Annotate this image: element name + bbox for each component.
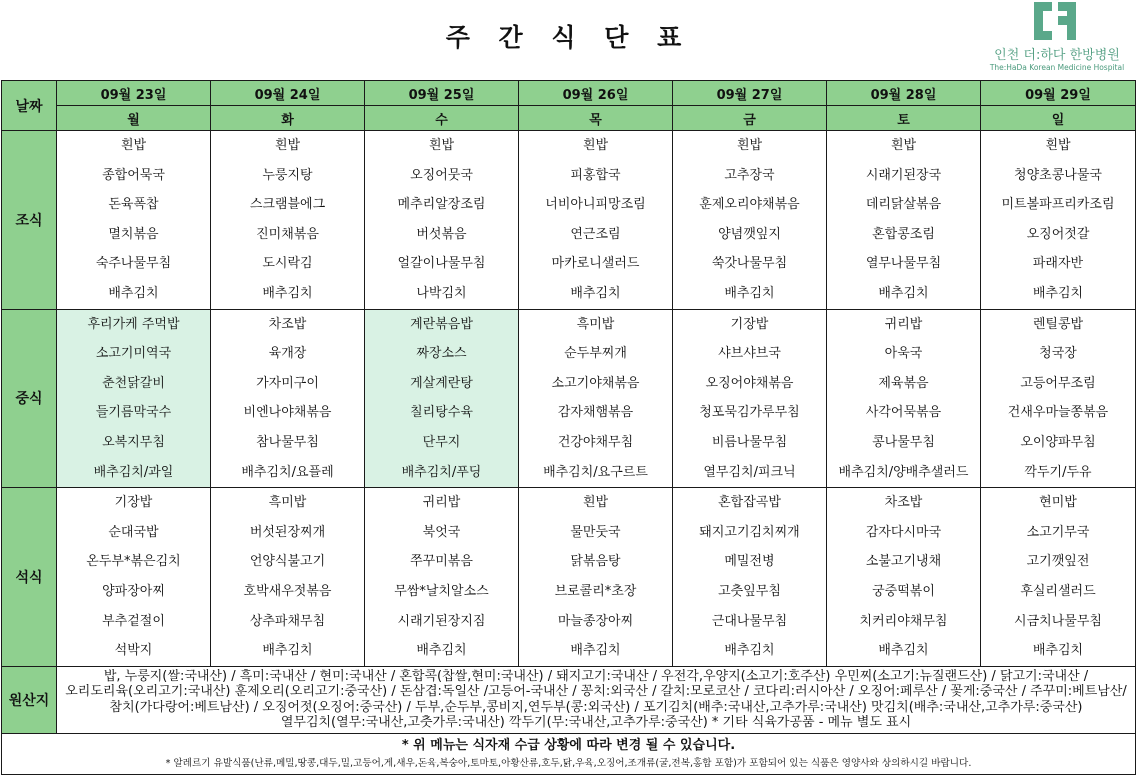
date-header: 09월 24일 — [211, 81, 365, 106]
dish-item: 흰밥 — [736, 138, 763, 153]
dish-item: 온두부*볶은김치 — [86, 554, 181, 570]
dish-item: 후리가케 주먹밥 — [87, 316, 180, 332]
dish-item: 고기깻잎전 — [1026, 554, 1090, 570]
dinner-dish-list — [365, 488, 518, 666]
lunch-cell — [827, 309, 981, 488]
dish-item: 오징어젓갈 — [1026, 226, 1090, 242]
lunch-cell — [519, 309, 673, 488]
dish-item: 미트볼파프리카조림 — [1001, 197, 1115, 213]
date-header: 09월 25일 — [365, 81, 519, 106]
weekday-header: 목 — [519, 106, 673, 131]
dish-item: 배추김치 — [108, 285, 159, 301]
dinner-dish-list — [981, 488, 1135, 666]
dish-item: 고등어무조림 — [1020, 375, 1096, 391]
dinner-dish-list — [57, 488, 210, 666]
weekday-header: 일 — [981, 106, 1136, 131]
dish-item: 흰밥 — [1045, 138, 1071, 153]
dish-item: 시금치나물무침 — [1014, 613, 1102, 629]
dish-item: 멸치볶음 — [108, 226, 159, 242]
weekday-header: 금 — [673, 106, 827, 131]
lunch-label: 중식 — [2, 309, 57, 488]
dish-item: 소고기야채볶음 — [551, 375, 640, 391]
dish-item: 차조밥 — [884, 495, 923, 511]
dish-item: 상추파채무침 — [249, 613, 326, 629]
dish-item: 양파장아찌 — [102, 583, 165, 599]
date-header: 09월 27일 — [673, 81, 827, 106]
dish-item: 짜장소스 — [416, 346, 467, 362]
dish-item: 연근조림 — [570, 226, 621, 242]
dish-item: 흑미밥 — [268, 495, 307, 511]
dish-item: 흰밥 — [582, 495, 609, 511]
dinner-dish-list — [827, 488, 980, 666]
weekly-menu-table — [1, 80, 1136, 775]
dish-item: 후실리샐러드 — [1020, 583, 1096, 599]
breakfast-dish-list — [519, 131, 672, 309]
breakfast-label: 조식 — [2, 131, 57, 310]
dish-item: 배추김치 — [416, 643, 467, 659]
origin-line: 참치(가다랑어:베트남산) / 오징어젓(오징어:중국산) / 두부,순두부,콩비지,연두부(콩:외국산) / 포기김치(배추:국내산,고추가루:국내산) 맛김치(배추:국내산,고추가루:중국산) — [109, 699, 1083, 715]
dish-item: 훈제오리야채볶음 — [699, 197, 800, 213]
dish-item: 건새우마늘쫑볶음 — [1007, 405, 1109, 421]
dish-item: 메밀전병 — [724, 554, 775, 570]
dish-item: 기장밥 — [730, 316, 769, 332]
breakfast-cell — [673, 131, 827, 310]
origin-line: 밥, 누룽지(쌀:국내산) / 흑미:국내산 / 현미:국내산 / 혼합콕(찹쌀,현미:국내산) / 돼지고기:국내산 / 우전각,우양지(소고기:호주산) 우민찌(소고기:뉴질랜드산) / 닭고기:국내산 / — [103, 668, 1089, 684]
dish-item: 게살계란탕 — [410, 375, 473, 391]
lunch-dish-list — [211, 310, 364, 488]
dish-item: 비름나물무침 — [711, 434, 788, 450]
dish-item: 열무나물무침 — [865, 256, 942, 272]
dish-item: 돈육폭찹 — [108, 197, 159, 213]
dish-item: 순대국밥 — [108, 524, 159, 540]
dish-item: 브로콜리*초장 — [554, 583, 637, 599]
lunch-dish-list — [673, 310, 826, 488]
dish-item: 기장밥 — [114, 495, 153, 511]
hospital-logo-mark-icon — [1034, 2, 1076, 40]
dish-item: 흑미밥 — [576, 316, 615, 332]
dish-item: 깍두기/두유 — [1024, 464, 1092, 480]
dish-item: 감자채햄볶음 — [557, 405, 634, 421]
dish-item: 차조밥 — [268, 316, 307, 332]
dinner-cell — [519, 488, 673, 667]
origin-line: 열무김치(열무:국내산,고춧가루:국내산) 깍두기(무:국내산,고추가루:중국산) * 기타 식육가공품 - 메뉴 별도 표시 — [280, 715, 912, 731]
breakfast-cell — [57, 131, 211, 310]
lunch-dish-list — [57, 310, 210, 488]
dish-item: 오징어뭇국 — [410, 167, 473, 183]
hospital-name-english: The:HaDa Korean Medicine Hospital — [989, 63, 1125, 72]
dish-item: 메추리알장조림 — [397, 197, 486, 213]
dish-item: 아욱국 — [884, 346, 923, 362]
lunch-cell — [365, 309, 519, 488]
dish-item: 배추김치 — [878, 285, 929, 301]
breakfast-dish-list — [211, 131, 364, 309]
dish-item: 렌틸콩밥 — [1032, 316, 1084, 332]
dish-item: 배추김치/요플레 — [241, 464, 334, 480]
dish-item: 시래기된장국 — [865, 167, 942, 183]
dish-item: 고춧잎무침 — [718, 583, 781, 599]
dish-item: 오이양파무침 — [1020, 434, 1096, 450]
dish-item: 소고기무국 — [1026, 524, 1090, 540]
dish-item: 귀리밥 — [422, 495, 461, 511]
origin-line: 오리도리육(오리고기:국내산) 훈제오리(오리고기:중국산) / 돈삼겹:독일산 /고등어-국내산 / 꽁치:외국산 / 갈치:모로코산 / 코다리:러시아산 / 오징어:페루산 / 꽃게:중국산 / 주꾸미:베트남산/ — [65, 684, 1127, 700]
dish-item: 순두부찌개 — [564, 346, 627, 362]
breakfast-cell — [519, 131, 673, 310]
breakfast-dish-list — [981, 131, 1135, 309]
dish-item: 청국장 — [1039, 346, 1077, 362]
dish-item: 배추김치/양배추샐러드 — [838, 464, 969, 480]
dish-item: 버섯볶음 — [416, 226, 467, 242]
lunch-dish-list — [519, 310, 672, 488]
dish-item: 참나물무침 — [256, 434, 319, 450]
dish-item: 양념깻잎지 — [718, 226, 781, 242]
dish-item: 쭈꾸미볶음 — [410, 554, 473, 570]
dish-item: 제육볶음 — [878, 375, 929, 391]
dish-item: 비엔나야채볶음 — [243, 405, 332, 421]
breakfast-cell — [365, 131, 519, 310]
dish-item: 치커리야채무침 — [859, 613, 948, 629]
lunch-cell — [981, 309, 1136, 488]
dish-item: 피홍합국 — [570, 167, 621, 183]
dish-item: 현미밥 — [1039, 495, 1077, 511]
dinner-dish-list — [519, 488, 672, 666]
dish-item: 데리닭살볶음 — [865, 197, 942, 213]
dinner-cell — [981, 488, 1136, 667]
breakfast-dish-list — [57, 131, 210, 309]
dinner-dish-list — [211, 488, 364, 666]
dish-item: 북엇국 — [422, 524, 461, 540]
dish-item: 호박새우젓볶음 — [243, 583, 332, 599]
lunch-dish-list — [981, 310, 1135, 488]
dish-item: 스크램블에그 — [249, 197, 326, 213]
dish-item: 종합어묵국 — [102, 167, 165, 183]
dish-item: 귀리밥 — [884, 316, 923, 332]
dish-item: 배추김치 — [262, 643, 313, 659]
dish-item: 닭볶음탕 — [570, 554, 621, 570]
dish-item: 쑥갓나물무침 — [711, 256, 788, 272]
dish-item: 흰밥 — [120, 138, 147, 153]
dish-item: 배추김치 — [1032, 285, 1084, 301]
dish-item: 배추김치 — [570, 285, 621, 301]
dish-item: 소불고기냉채 — [865, 554, 942, 570]
dinner-cell — [673, 488, 827, 667]
dish-item: 감자다시마국 — [865, 524, 942, 540]
lunch-dish-list — [365, 310, 518, 488]
date-header: 09월 23일 — [57, 81, 211, 106]
dinner-cell — [211, 488, 365, 667]
hospital-name: 인천 더:하다 한방병원 — [994, 48, 1120, 63]
origin-info — [57, 666, 1136, 733]
date-label: 날짜 — [2, 81, 57, 131]
dish-item: 춘천닭갈비 — [102, 375, 165, 391]
dish-item: 흰밥 — [890, 138, 917, 153]
dish-item: 누룽지탕 — [262, 167, 313, 183]
dish-item: 소고기미역국 — [95, 346, 172, 362]
dish-item: 부추겉절이 — [102, 613, 165, 629]
date-header: 09월 26일 — [519, 81, 673, 106]
lunch-cell — [211, 309, 365, 488]
dish-item: 배추김치/요구르트 — [543, 464, 648, 480]
dish-item: 나박김치 — [416, 285, 467, 301]
dish-item: 배추김치/과일 — [93, 464, 174, 480]
dish-item: 오복지무침 — [102, 434, 165, 450]
dish-item: 단무지 — [422, 434, 461, 450]
weekday-header: 토 — [827, 106, 981, 131]
date-header: 09월 29일 — [981, 81, 1136, 106]
weekday-header: 월 — [57, 106, 211, 131]
weekday-header: 수 — [365, 106, 519, 131]
breakfast-cell — [827, 131, 981, 310]
dish-item: 육개장 — [268, 346, 307, 362]
dish-item: 배추김치 — [724, 285, 775, 301]
dish-item: 근대나물무침 — [711, 613, 788, 629]
dish-item: 배추김치 — [262, 285, 313, 301]
dish-item: 계란볶음밥 — [410, 316, 473, 332]
origin-label: 원산지 — [2, 666, 57, 733]
dish-item: 숙주나물무침 — [95, 256, 172, 272]
dish-item: 오징어야채볶음 — [705, 375, 794, 391]
allergy-notice: * 알레르기 유발식품(난류,메밀,땅콩,대두,밀,고등어,게,새우,돈육,복숭아,토마토,아황산류,호두,닭,우육,오징어,조개류(굴,전복,홍합 포함)가 포함되어 있는 식품은 영양사와 상의하시길 바랍니다. — [165, 757, 972, 769]
dinner-dish-list — [673, 488, 826, 666]
dish-item: 물만둣국 — [570, 524, 621, 540]
dish-item: 마카로니샐러드 — [551, 256, 640, 272]
dish-item: 배추김치 — [1032, 643, 1084, 659]
date-header: 09월 28일 — [827, 81, 981, 106]
dish-item: 흰밥 — [274, 138, 301, 153]
dish-item: 배추김치/푸딩 — [401, 464, 482, 480]
dish-item: 고추장국 — [724, 167, 775, 183]
dish-item: 건강야채무침 — [557, 434, 634, 450]
breakfast-cell — [981, 131, 1136, 310]
dish-item: 파래자반 — [1032, 256, 1084, 272]
dinner-cell — [365, 488, 519, 667]
breakfast-cell — [211, 131, 365, 310]
dish-item: 배추김치 — [570, 643, 621, 659]
dish-item: 청포묵김가루무침 — [699, 405, 800, 421]
dish-item: 너비아니피망조림 — [545, 197, 646, 213]
dish-item: 들기름막국수 — [95, 405, 172, 421]
dish-item: 마늘종장아찌 — [557, 613, 634, 629]
dish-item: 진미채볶음 — [256, 226, 319, 242]
dish-item: 도시락김 — [262, 256, 313, 272]
dish-item: 무쌈*날치알소스 — [394, 583, 489, 599]
dish-item: 청양초콩나물국 — [1014, 167, 1102, 183]
breakfast-dish-list — [827, 131, 980, 309]
dish-item: 칠리탕수육 — [410, 405, 473, 421]
notice-cell — [2, 733, 1136, 774]
dish-item: 돼지고기김치찌개 — [699, 524, 800, 540]
dish-item: 혼합잡곡밥 — [718, 495, 781, 511]
dish-item: 혼합콩조림 — [872, 226, 935, 242]
breakfast-dish-list — [673, 131, 826, 309]
dish-item: 흰밥 — [428, 138, 455, 153]
dish-item: 시래기된장지짐 — [397, 613, 486, 629]
dinner-cell — [57, 488, 211, 667]
hospital-logo — [982, 2, 1132, 76]
dish-item: 석박지 — [114, 643, 153, 659]
dish-item: 배추김치 — [878, 643, 929, 659]
breakfast-dish-list — [365, 131, 518, 309]
dish-item: 사각어묵볶음 — [865, 405, 942, 421]
dinner-cell — [827, 488, 981, 667]
lunch-cell — [673, 309, 827, 488]
dish-item: 샤브샤브국 — [718, 346, 781, 362]
dish-item: 흰밥 — [582, 138, 609, 153]
lunch-dish-list — [827, 310, 980, 488]
dish-item: 얼갈이나물무침 — [397, 256, 486, 272]
dish-item: 버섯된장찌개 — [249, 524, 326, 540]
dinner-label: 석식 — [2, 488, 57, 667]
dish-item: 가자미구이 — [256, 375, 319, 391]
dish-item: 배추김치 — [724, 643, 775, 659]
weekday-header: 화 — [211, 106, 365, 131]
dish-item: 궁중떡볶이 — [872, 583, 935, 599]
lunch-cell — [57, 309, 211, 488]
dish-item: 열무김치/피크닉 — [703, 464, 796, 480]
dish-item: 언양식불고기 — [249, 554, 326, 570]
page-title: 주 간 식 단 표 — [445, 23, 692, 52]
notice-main: * 위 메뉴는 식자재 수급 상황에 따라 변경 될 수 있습니다. — [401, 737, 736, 753]
dish-item: 콩나물무침 — [872, 434, 935, 450]
